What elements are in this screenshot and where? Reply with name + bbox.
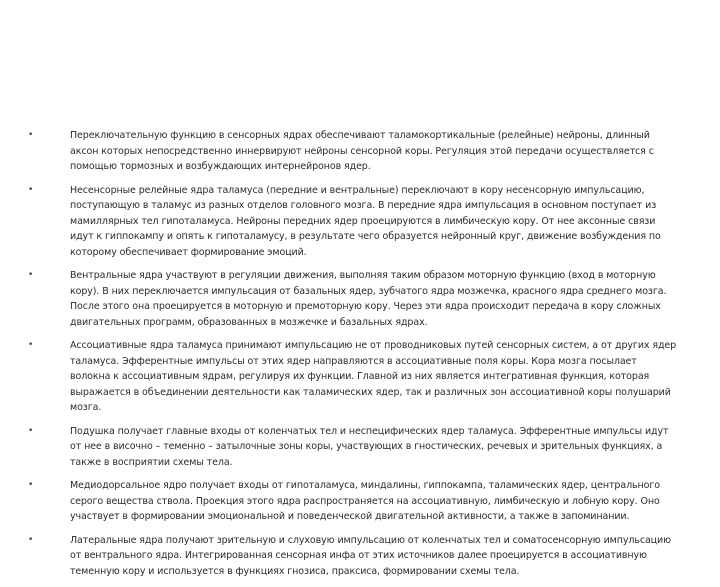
bullet-icon: • <box>28 270 34 280</box>
bullet-text: Вентральные ядра участвуют в регуляции движения, выполняя таким образом моторную функцию (вход в моторную кору). В них переключается импульсация от базальных ядер, зубчатого ядра мозжечка, красного ядра среднего мозга. После этого она проецируется в моторную и премоторную кору. Через эти ядра происходит передача в кору сложных двигательных программ, образованных в мозжечке и базальных ядрах. <box>70 270 667 328</box>
bullet-icon: • <box>28 340 34 350</box>
bullet-text: Ассоциативные ядра таламуса принимают импульсацию не от проводниковых путей сенсорных систем, а от других ядер таламуса. Эфферентные импульсы от этих ядер направляются в ассоциативные поля коры. Кора мозга посылает волокна к ассоциативным ядрам, регулируя их функции. Главной из них является интегративная функция, которая выражается в объединении деятельности как таламических ядер, так и различных зон ассоциативной коры полушарий мозга. <box>70 340 677 413</box>
bullet-text: Латеральные ядра получают зрительную и слуховую импульсацию от коленчатых тел и соматосенсорную импульсацию от вентрального ядра. Интегрированная сенсорная инфа от этих источников далее проецируется в ассоциативную теменную кору и используется в функциях гнозиса, праксиса, формировании схемы тела. <box>70 534 671 577</box>
bullet-icon: • <box>28 480 34 490</box>
bullet-icon: • <box>28 130 34 140</box>
bullet-item <box>28 183 678 261</box>
bullet-item <box>28 478 678 525</box>
bullet-text: Переключательную функцию в сенсорных ядрах обеспечивают таламокортикальные (релейные) нейроны, длинный аксон которых непосредственно иннервируют нейроны сенсорной коры. Регуляция этой передачи осуществляется с помощью тормозных и возбуждающих интернейронов ядер. <box>70 130 654 172</box>
bullet-icon: • <box>28 425 34 436</box>
bullet-text: Несенсорные релейные ядра таламуса (передние и вентральные) переключают в кору несенсорную импульсацию, поступающую в таламус из разных отделов головного мозга. В передние ядра импульсация в основном поступает из мамиллярных тел гипоталамуса. Нейроны передних ядер проецируются в лимбическую кору. От нее аксонные связи идут к гиппокампу и опять к гипоталамусу, в результате чего образуется нейронный круг, движение возбуждения по которому обеспечивает формирование эмоций. <box>70 184 661 258</box>
bullet-text: Подушка получает главные входы от коленчатых тел и неспецифических ядер таламуса. Эфферентные импульсы идут от нее в височно – теменно – затылочные зоны коры, участвующих в гностических, речевых и зрительных функциях, а также в восприятии схемы тела. <box>70 425 669 468</box>
bullet-item <box>28 424 678 471</box>
bullet-item <box>28 128 678 175</box>
bullet-item <box>28 268 678 330</box>
bullet-item <box>28 533 678 580</box>
bullet-item <box>28 338 678 416</box>
bullet-icon: • <box>28 184 34 195</box>
bullet-text: Медиодорсальное ядро получает входы от гипоталамуса, миндалины, гиппокампа, таламических ядер, центрального серого вещества ствола. Проекция этого ядра распространяется на ассоциативную, лимбическую и лобную кору. Оно участвует в формировании эмоциональной и поведенческой двигательной активности, а также в запоминании. <box>70 480 660 522</box>
bullet-icon: • <box>28 534 34 545</box>
bullet-list <box>28 128 678 587</box>
